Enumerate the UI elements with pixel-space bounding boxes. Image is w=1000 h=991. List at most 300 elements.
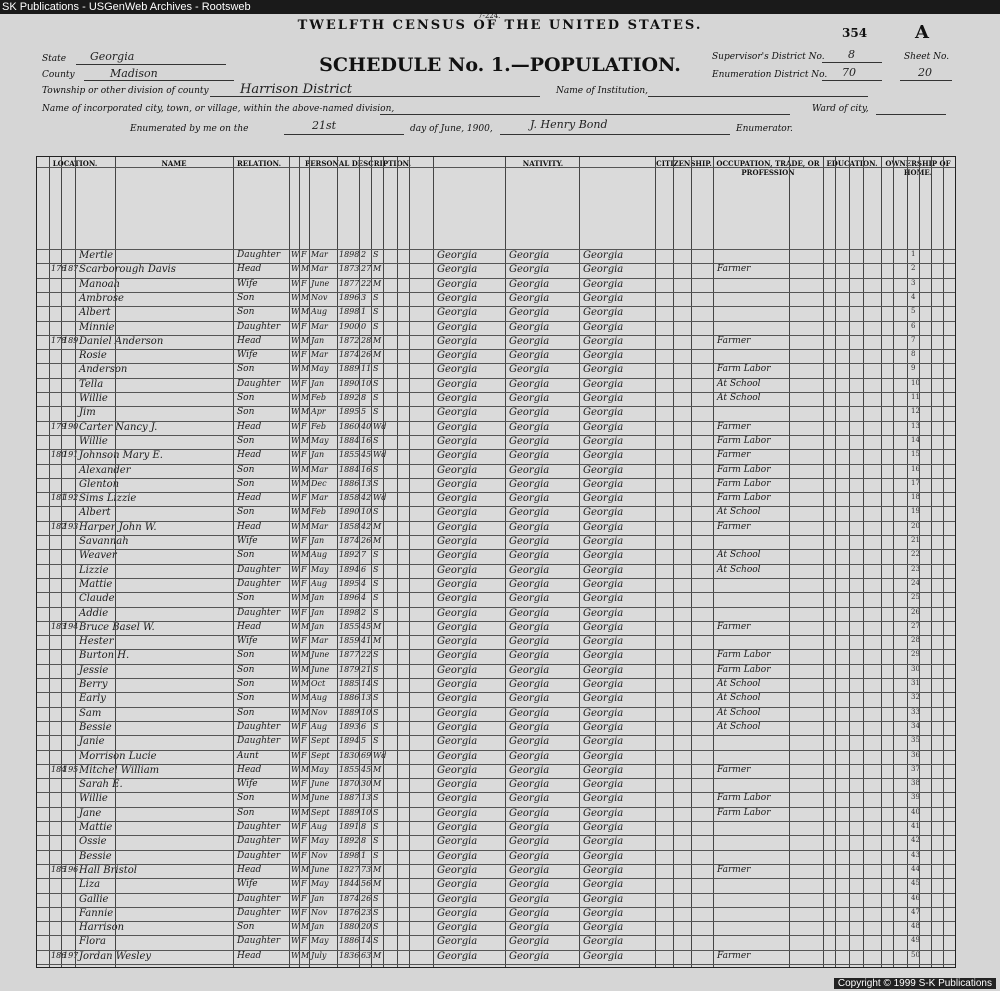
relation: Head <box>237 864 262 875</box>
row-number: 7 <box>911 335 916 344</box>
birthplace-mother: Georgia <box>583 693 624 705</box>
relation: Head <box>237 335 262 346</box>
enum-district-value: 70 <box>842 66 856 79</box>
sex: M <box>301 793 310 803</box>
marital-status: S <box>373 364 379 374</box>
row-number: 4 <box>911 292 916 301</box>
age: 45 <box>361 764 372 774</box>
birthplace-father: Georgia <box>509 250 550 261</box>
birthplace-mother: Georgia <box>583 779 624 791</box>
marital-status: S <box>373 936 379 946</box>
marital-status: M <box>373 779 382 789</box>
birth-month: Aug <box>311 578 328 588</box>
row-number: 14 <box>911 435 920 444</box>
birthplace-person: Georgia <box>437 864 478 876</box>
color: W <box>291 936 300 946</box>
occupation: Farmer <box>717 864 751 875</box>
birth-year: 1891 <box>339 822 360 831</box>
birthplace-person: Georgia <box>437 922 478 934</box>
marital-status: S <box>373 807 379 817</box>
birthplace-father: Georgia <box>509 578 550 590</box>
birth-month: Mar <box>311 464 328 474</box>
relation: Wife <box>237 879 258 890</box>
relation: Son <box>237 292 255 303</box>
row-number: 43 <box>911 850 920 859</box>
relation: Wife <box>237 278 258 289</box>
birthplace-father: Georgia <box>509 764 550 776</box>
color: W <box>291 664 300 674</box>
marital-status: S <box>373 478 379 488</box>
relation: Son <box>237 550 255 561</box>
birthplace-mother: Georgia <box>583 292 624 304</box>
relation: Head <box>237 521 262 532</box>
birth-year: 1870 <box>339 779 360 789</box>
marital-status: S <box>373 650 379 660</box>
birth-month: Aug <box>311 550 328 560</box>
birthplace-mother: Georgia <box>583 864 624 876</box>
color: W <box>291 764 300 774</box>
relation: Daughter <box>237 578 281 589</box>
birth-year: 1892 <box>339 836 360 846</box>
person-name: Morrison Lucie <box>79 750 157 762</box>
birthplace-mother: Georgia <box>583 750 624 762</box>
birthplace-mother: Georgia <box>583 879 624 891</box>
color: W <box>291 307 300 317</box>
birthplace-mother: Georgia <box>583 679 624 690</box>
sex: M <box>301 478 310 488</box>
birthplace-mother: Georgia <box>583 807 624 819</box>
dwelling-number: 184 <box>51 764 67 774</box>
birth-month: Jan <box>311 450 325 460</box>
occupation: At School <box>717 693 761 704</box>
relation: Head <box>237 493 262 504</box>
sex: M <box>301 507 310 517</box>
marital-status: S <box>373 836 379 846</box>
birth-month: Jan <box>311 607 325 617</box>
sex: M <box>301 264 310 274</box>
birthplace-mother: Georgia <box>583 407 624 419</box>
marital-status: S <box>373 607 379 617</box>
relation: Daughter <box>237 721 281 732</box>
birthplace-person: Georgia <box>437 893 478 905</box>
birthplace-person: Georgia <box>437 764 478 776</box>
birth-year: 1896 <box>339 292 360 302</box>
birthplace-father: Georgia <box>509 407 550 419</box>
sex: F <box>301 936 307 946</box>
birthplace-person: Georgia <box>437 536 478 547</box>
birth-month: Mar <box>311 350 328 360</box>
occupation: Farm Labor <box>717 435 771 446</box>
birth-month: Nov <box>311 707 328 717</box>
birthplace-father: Georgia <box>509 807 550 819</box>
birthplace-mother: Georgia <box>583 350 624 362</box>
county-value: Madison <box>110 67 158 80</box>
marital-status: Wd <box>373 750 387 760</box>
birthplace-person: Georgia <box>437 478 478 490</box>
person-name: Mitchel William <box>79 764 160 776</box>
birthplace-person: Georgia <box>437 307 478 319</box>
dwelling-number: 185 <box>51 864 67 874</box>
birth-year: 1890 <box>339 507 360 517</box>
occupation: At School <box>717 564 761 575</box>
birth-month: Feb <box>311 421 326 431</box>
sex: F <box>301 879 307 889</box>
relation: Son <box>237 922 255 933</box>
marital-status: S <box>373 307 379 317</box>
color: W <box>291 907 300 917</box>
relation: Son <box>237 664 255 675</box>
birthplace-father: Georgia <box>509 307 550 319</box>
sex: F <box>301 721 307 731</box>
marital-status: M <box>373 864 382 874</box>
dwelling-number: 180 <box>51 450 67 460</box>
sex: M <box>301 664 310 674</box>
birthplace-person: Georgia <box>437 421 478 433</box>
birthplace-mother: Georgia <box>583 564 624 576</box>
birthplace-person: Georgia <box>437 435 478 447</box>
birthplace-mother: Georgia <box>583 936 624 948</box>
person-name: Fannie <box>79 907 114 919</box>
row-number: 33 <box>911 707 920 716</box>
age: 4 <box>361 593 367 603</box>
birthplace-person: Georgia <box>437 822 478 833</box>
relation: Daughter <box>237 736 281 747</box>
row-number: 47 <box>911 907 920 916</box>
birthplace-father: Georgia <box>509 364 550 376</box>
family-number: 196 <box>63 864 79 874</box>
sex: F <box>301 350 307 360</box>
birth-year: 1889 <box>339 707 360 717</box>
age: 40 <box>361 421 372 431</box>
occupation: At School <box>717 378 761 389</box>
section-citizenship: CITIZENSHIP. <box>656 159 712 168</box>
sex: F <box>301 578 307 588</box>
sex: F <box>301 607 307 617</box>
occupation: Farmer <box>717 621 751 632</box>
age: 2 <box>361 607 367 617</box>
marital-status: S <box>373 922 379 932</box>
sex: F <box>301 907 307 917</box>
birthplace-father: Georgia <box>509 350 550 362</box>
marital-status: S <box>373 578 379 588</box>
sheet-no-label: Sheet No. <box>904 52 950 62</box>
relation: Son <box>237 393 255 403</box>
birthplace-mother: Georgia <box>583 278 624 290</box>
age: 8 <box>361 393 367 402</box>
marital-status: Wd <box>373 421 387 431</box>
relation: Wife <box>237 536 258 546</box>
occupation: Farm Labor <box>717 478 771 489</box>
age: 23 <box>361 907 372 917</box>
birth-month: June <box>311 779 330 789</box>
row-number: 28 <box>911 636 920 645</box>
person-name: Manoah <box>79 278 121 290</box>
birthplace-person: Georgia <box>437 507 478 519</box>
color: W <box>291 950 300 960</box>
birthplace-father: Georgia <box>509 650 550 662</box>
color: W <box>291 521 300 531</box>
birth-year: 1898 <box>339 607 360 617</box>
row-number: 23 <box>911 564 920 573</box>
birthplace-person: Georgia <box>437 807 478 819</box>
birthplace-mother: Georgia <box>583 664 624 676</box>
age: 26 <box>361 893 372 903</box>
person-name: Jane <box>79 807 102 819</box>
birthplace-person: Georgia <box>437 564 478 576</box>
birthplace-father: Georgia <box>509 879 550 891</box>
occupation: At School <box>717 507 761 518</box>
color: W <box>291 250 300 259</box>
birthplace-person: Georgia <box>437 693 478 705</box>
birth-year: 1886 <box>339 478 360 488</box>
relation: Wife <box>237 779 258 790</box>
person-name: Lizzie <box>79 564 109 576</box>
marital-status: S <box>373 736 379 746</box>
age: 30 <box>361 779 372 789</box>
birthplace-father: Georgia <box>509 664 550 676</box>
birth-month: Sept <box>311 750 330 760</box>
birth-year: 1879 <box>339 664 360 674</box>
person-name: Mertle <box>79 250 114 261</box>
color: W <box>291 292 300 302</box>
birthplace-mother: Georgia <box>583 378 624 390</box>
marital-status: S <box>373 679 379 688</box>
sex: M <box>301 707 310 717</box>
relation: Daughter <box>237 321 281 332</box>
person-name: Janie <box>79 736 105 748</box>
occupation: Farmer <box>717 264 751 275</box>
birthplace-person: Georgia <box>437 450 478 462</box>
age: 13 <box>361 693 372 703</box>
marital-status: M <box>373 950 382 960</box>
birth-month: Dec <box>311 478 327 488</box>
birthplace-person: Georgia <box>437 664 478 676</box>
sex: M <box>301 364 310 374</box>
birthplace-person: Georgia <box>437 521 478 533</box>
birthplace-father: Georgia <box>509 636 550 648</box>
occupation: Farmer <box>717 764 751 775</box>
birthplace-father: Georgia <box>509 893 550 905</box>
sex: M <box>301 679 310 688</box>
relation: Head <box>237 450 262 461</box>
color: W <box>291 621 300 631</box>
sex: M <box>301 764 310 774</box>
person-name: Glenton <box>79 478 120 490</box>
birth-year: 1880 <box>339 922 360 932</box>
birth-year: 1898 <box>339 307 360 317</box>
relation: Son <box>237 364 255 375</box>
birth-month: Jan <box>311 893 325 903</box>
birth-month: June <box>311 650 330 660</box>
city-label: Name of incorporated city, town, or village, within the above-named division, <box>42 104 395 114</box>
sex: M <box>301 950 310 960</box>
age: 27 <box>361 264 372 274</box>
marital-status: M <box>373 621 382 631</box>
row-number: 44 <box>911 864 920 873</box>
dwelling-number: 178 <box>51 335 67 345</box>
birth-month: Mar <box>311 636 328 646</box>
marital-status: M <box>373 536 382 545</box>
birthplace-father: Georgia <box>509 478 550 490</box>
row-number: 2 <box>911 264 916 273</box>
color: W <box>291 721 300 731</box>
relation: Son <box>237 807 255 818</box>
birthplace-father: Georgia <box>509 564 550 576</box>
birthplace-person: Georgia <box>437 721 478 733</box>
census-grid <box>36 156 956 968</box>
color: W <box>291 864 300 874</box>
relation: Daughter <box>237 822 281 832</box>
marital-status: S <box>373 793 379 803</box>
color: W <box>291 507 300 517</box>
relation: Aunt <box>237 750 259 761</box>
copyright-notice: Copyright © 1999 S-K Publications <box>834 978 996 989</box>
birthplace-person: Georgia <box>437 907 478 919</box>
age: 13 <box>361 478 372 488</box>
relation: Son <box>237 507 255 518</box>
row-number: 8 <box>911 350 916 359</box>
row-number: 19 <box>911 507 920 516</box>
birth-month: Aug <box>311 693 328 703</box>
birthplace-father: Georgia <box>509 435 550 447</box>
birthplace-mother: Georgia <box>583 636 624 648</box>
occupation: At School <box>717 721 761 732</box>
birthplace-person: Georgia <box>437 292 478 304</box>
row-number: 11 <box>911 393 920 401</box>
marital-status: S <box>373 593 379 603</box>
birth-month: Sept <box>311 736 330 746</box>
occupation: Farm Labor <box>717 807 771 818</box>
sex: M <box>301 335 310 345</box>
marital-status: S <box>373 292 379 302</box>
person-name: Willie <box>79 435 108 447</box>
person-name: Willie <box>79 793 108 805</box>
dwelling-number: 181 <box>51 493 67 503</box>
occupation: Farmer <box>717 521 751 532</box>
birthplace-mother: Georgia <box>583 536 624 547</box>
row-number: 31 <box>911 679 920 687</box>
enumerator-name: J. Henry Bond <box>530 118 608 131</box>
birthplace-mother: Georgia <box>583 593 624 605</box>
birth-month: Jan <box>311 922 325 932</box>
family-number: 190 <box>63 421 79 431</box>
relation: Son <box>237 435 255 446</box>
person-name: Hester <box>79 636 114 648</box>
birthplace-person: Georgia <box>437 578 478 590</box>
color: W <box>291 450 300 460</box>
row-number: 39 <box>911 793 920 802</box>
census-page <box>0 14 1000 991</box>
relation: Daughter <box>237 850 281 861</box>
relation: Son <box>237 693 255 704</box>
sex: F <box>301 321 307 331</box>
birthplace-father: Georgia <box>509 950 550 962</box>
row-number: 9 <box>911 364 916 373</box>
birthplace-person: Georgia <box>437 950 478 962</box>
row-number: 27 <box>911 621 920 630</box>
enumerated-label: Enumerated by me on the <box>130 124 249 134</box>
age: 4 <box>361 578 367 588</box>
marital-status: S <box>373 893 379 903</box>
occupation: Farmer <box>717 450 751 461</box>
birthplace-mother: Georgia <box>583 335 624 347</box>
age: 2 <box>361 250 367 259</box>
relation: Wife <box>237 350 258 361</box>
person-name: Liza <box>79 879 101 891</box>
birthplace-father: Georgia <box>509 264 550 276</box>
birthplace-father: Georgia <box>509 321 550 333</box>
marital-status: S <box>373 250 379 259</box>
age: 42 <box>361 493 372 503</box>
row-number: 45 <box>911 879 920 888</box>
color: W <box>291 707 300 717</box>
person-name: Mattie <box>79 822 113 833</box>
marital-status: S <box>373 550 379 560</box>
relation: Son <box>237 307 255 318</box>
birthplace-mother: Georgia <box>583 793 624 805</box>
relation: Daughter <box>237 893 281 904</box>
birth-month: Nov <box>311 292 328 302</box>
birthplace-mother: Georgia <box>583 836 624 848</box>
sex: M <box>301 922 310 932</box>
institution-label: Name of Institution, <box>556 86 649 96</box>
family-number: 192 <box>63 493 79 503</box>
sex: M <box>301 693 310 703</box>
color: W <box>291 922 300 932</box>
birth-year: 1876 <box>339 907 360 917</box>
birth-year: 1892 <box>339 393 360 402</box>
relation: Daughter <box>237 378 281 389</box>
color: W <box>291 421 300 431</box>
color: W <box>291 822 300 831</box>
marital-status: S <box>373 721 379 731</box>
age: 7 <box>361 550 367 560</box>
marital-status: M <box>373 879 382 889</box>
birthplace-mother: Georgia <box>583 264 624 276</box>
supervisor-value: 8 <box>848 48 855 61</box>
birthplace-person: Georgia <box>437 607 478 619</box>
relation: Son <box>237 707 255 718</box>
occupation: Farm Labor <box>717 364 771 375</box>
birthplace-person: Georgia <box>437 250 478 261</box>
birth-year: 1860 <box>339 421 360 431</box>
row-number: 10 <box>911 378 920 387</box>
row-number: 48 <box>911 922 920 931</box>
birth-month: May <box>311 564 329 574</box>
relation: Head <box>237 764 262 775</box>
section-name: NAME <box>161 159 187 168</box>
archive-banner: SK Publications - USGenWeb Archives - Rootsweb <box>0 0 1000 14</box>
relation: Son <box>237 464 255 475</box>
row-number: 22 <box>911 550 920 559</box>
birth-year: 1877 <box>339 650 360 660</box>
family-number: 189 <box>63 335 79 345</box>
marital-status: S <box>373 693 379 703</box>
enumerated-day: 21st <box>312 119 337 132</box>
birth-month: Mar <box>311 521 328 531</box>
age: 10 <box>361 378 372 388</box>
sex: M <box>301 807 310 817</box>
birth-month: May <box>311 435 329 445</box>
marital-status: Wd <box>373 450 387 460</box>
person-name: Gallie <box>79 893 109 905</box>
age: 10 <box>361 807 372 817</box>
color: W <box>291 679 300 688</box>
color: W <box>291 378 300 388</box>
sex: F <box>301 636 307 646</box>
person-name: Bessie <box>79 721 112 733</box>
birth-month: Jan <box>311 536 325 545</box>
